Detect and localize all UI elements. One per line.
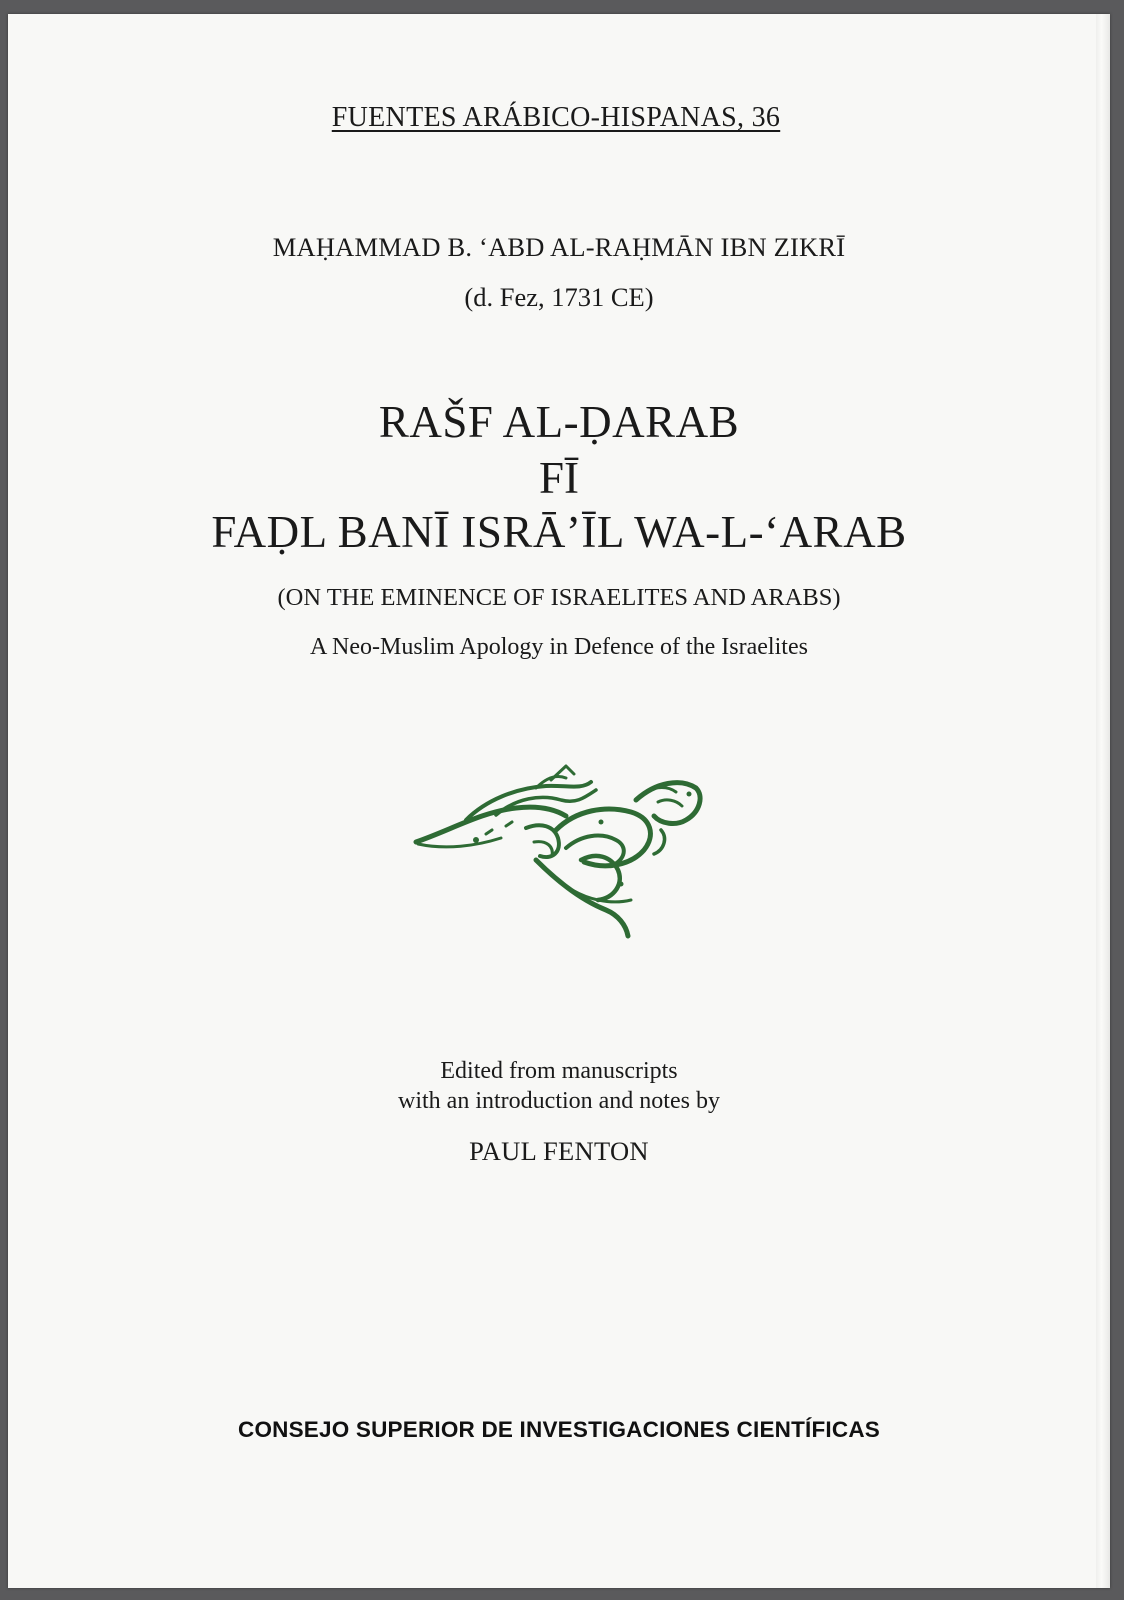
bird-calligraphy-icon [406,760,712,940]
series-title-text: FUENTES ARÁBICO-HISPANAS, 36 [331,102,781,133]
book-cover [8,14,1110,1588]
tagline: A Neo-Muslim Apology in Defence of the Israelites [310,634,808,660]
author-dates: (d. Fez, 1731 CE) [464,282,654,312]
series-title [8,102,1107,134]
author-name: MAḤAMMAD B. ‘ABD AL-RAḤMĀN IBN ZIKRĪ [272,232,846,262]
publisher: CONSEJO SUPERIOR DE INVESTIGACIONES CIENTÍFICAS [238,1417,880,1442]
title-line-1: RAŠF AL-ḌARAB [378,397,740,447]
title-line-2: FĪ [538,453,579,503]
subtitle: (ON THE EMINENCE OF ISRAELITES AND ARABS) [277,584,841,611]
editor-note-line-1: Edited from manuscripts [440,1058,678,1084]
editor-note-line-2: with an introduction and notes by [398,1088,720,1114]
editor-name: PAUL FENTON [469,1136,649,1166]
title-line-3: FAḌL BANĪ ISRĀ’ĪL WA-L-‘ARAB [211,507,907,557]
